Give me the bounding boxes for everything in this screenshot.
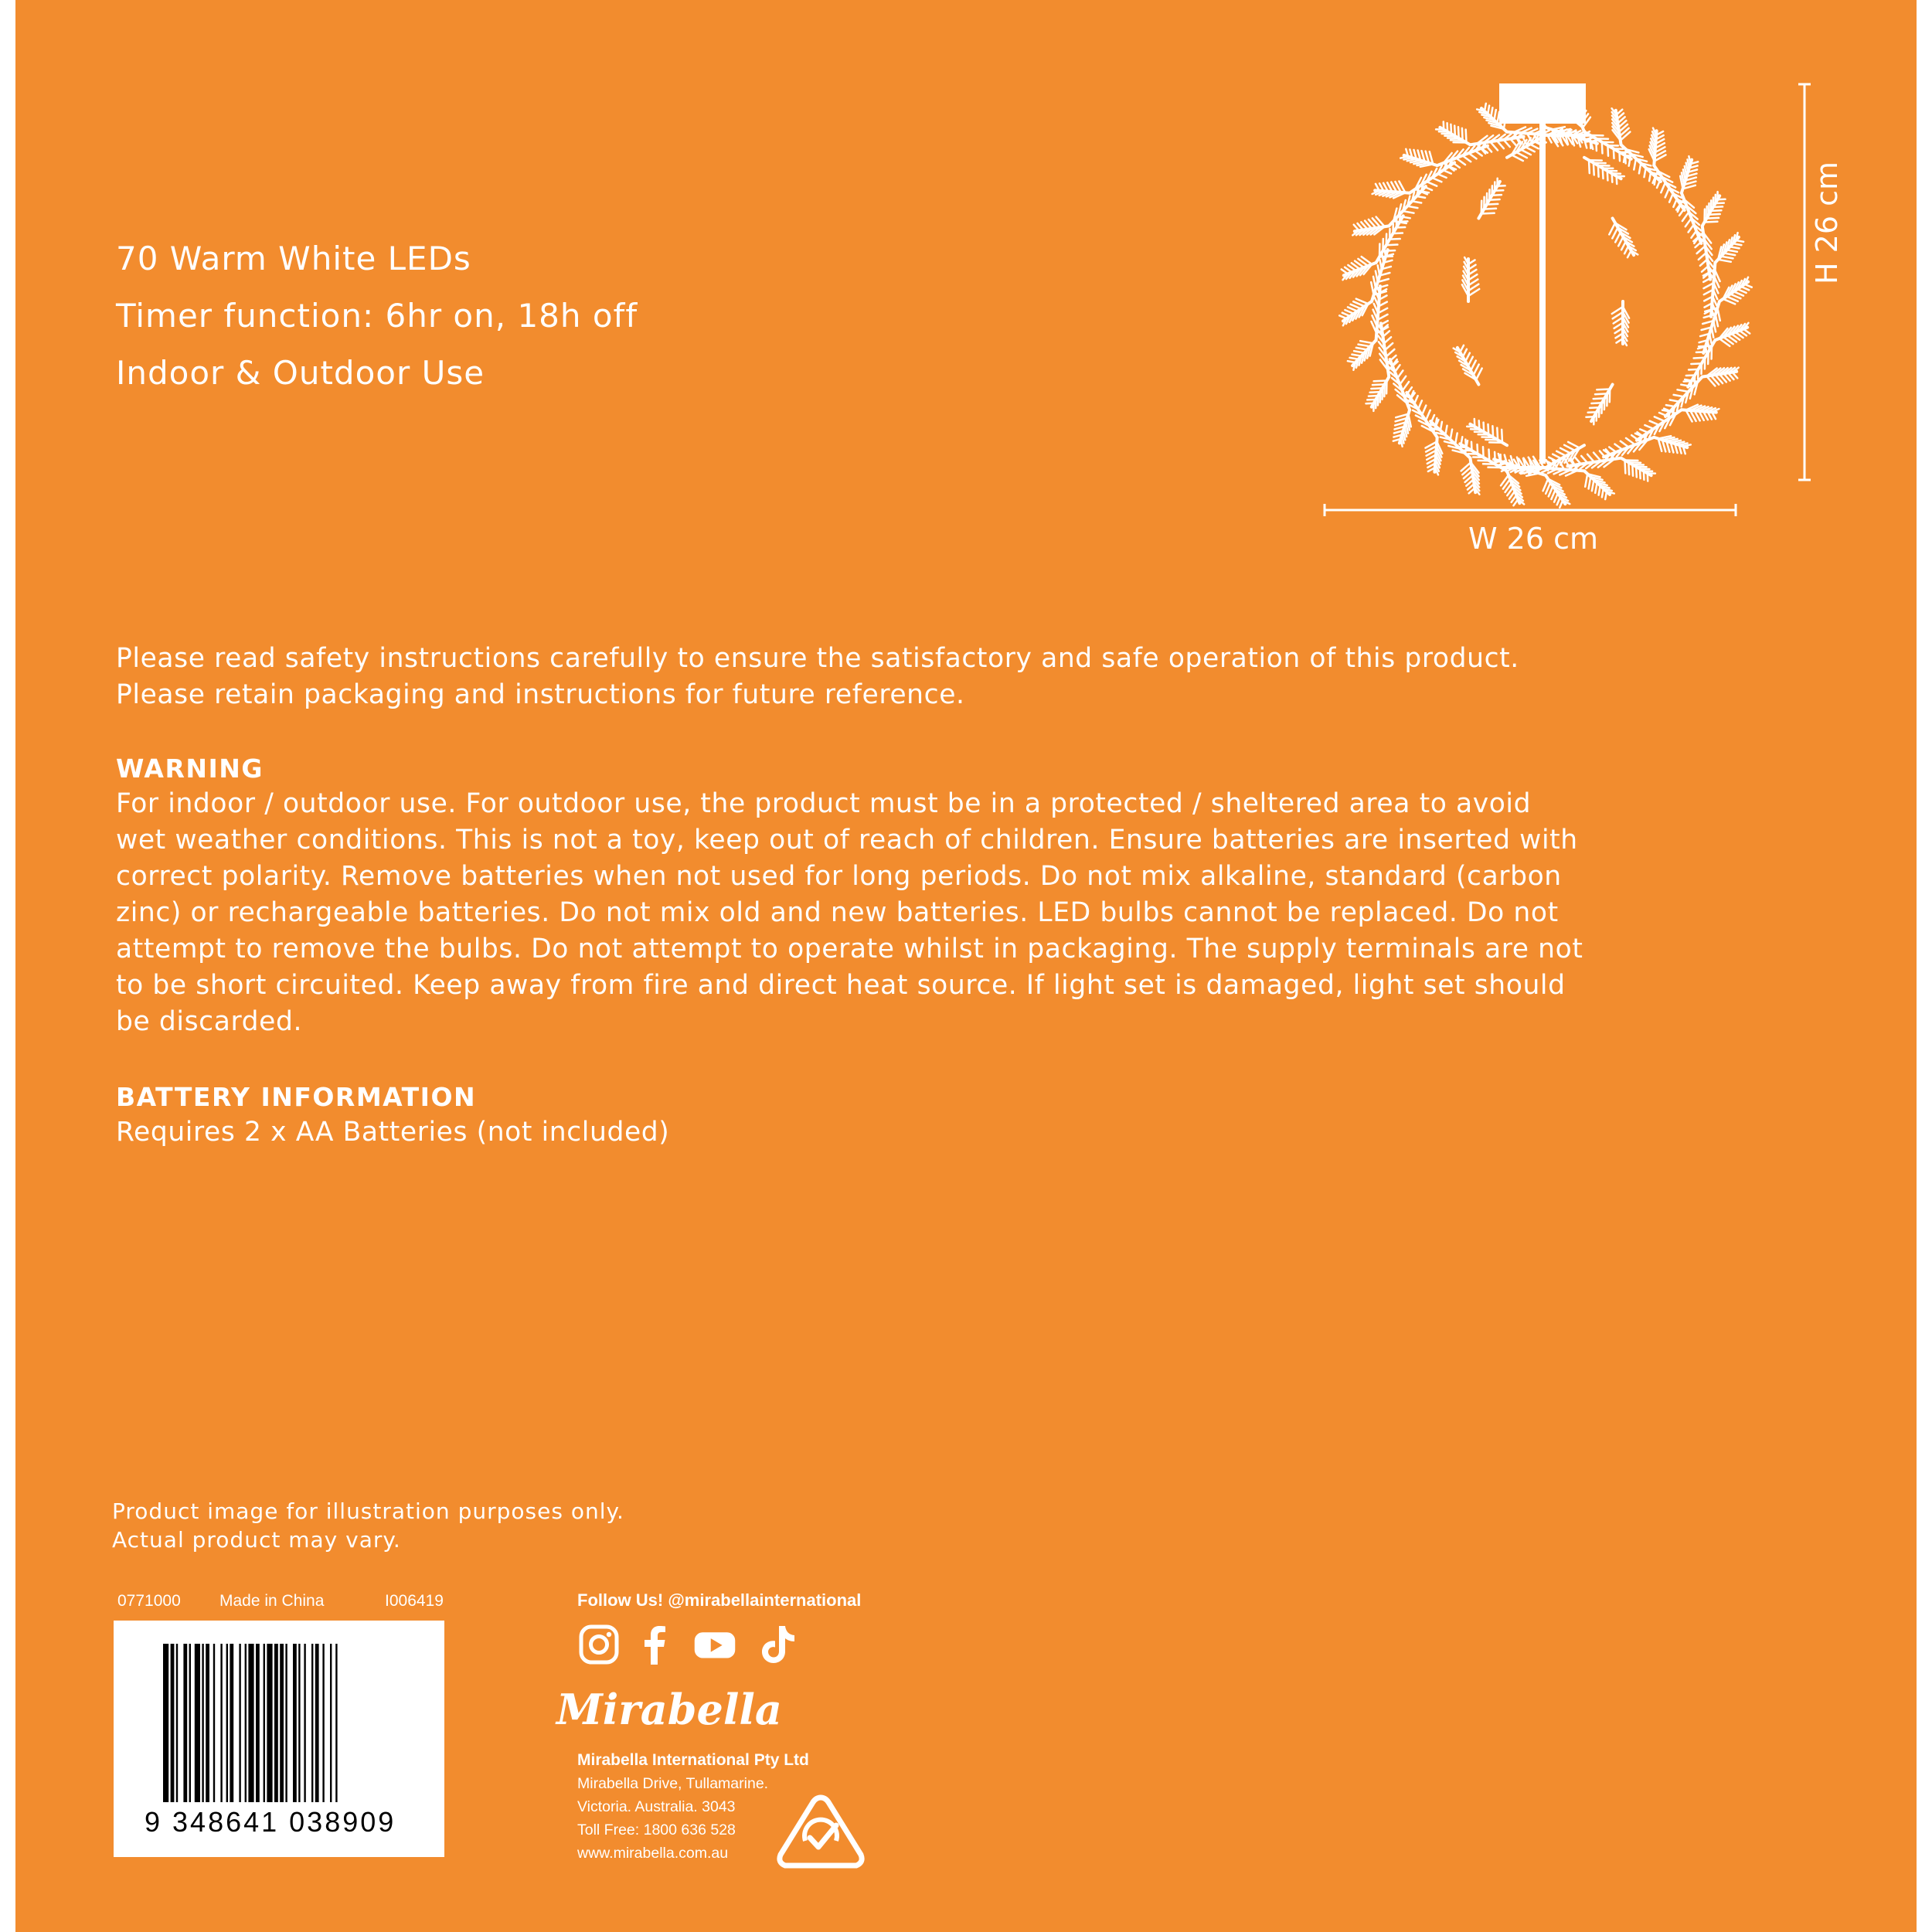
address-line-1: Mirabella Drive, Tullamarine.	[577, 1775, 769, 1792]
feature-led-count: 70 Warm White LEDs	[116, 240, 471, 277]
width-dimension-line	[1321, 501, 1739, 524]
width-label: W 26 cm	[1468, 522, 1598, 556]
facebook-icon[interactable]	[634, 1623, 677, 1666]
warning-line: be discarded.	[116, 1006, 303, 1037]
warning-text	[116, 786, 1584, 1040]
warning-line: attempt to remove the bulbs. Do not attempt to operate whilst in packaging. The supply terminals are not	[116, 934, 1583, 964]
warning-line: For indoor / outdoor use. For outdoor use, the product must be in a protected / sheltered area to avoid	[116, 788, 1532, 819]
feature-usage: Indoor & Outdoor Use	[116, 354, 485, 392]
intro-line: Please read safety instructions carefully to ensure the satisfactory and safe operation of this product.	[116, 643, 1519, 674]
address-line-2: Victoria. Australia. 3043	[577, 1798, 736, 1815]
origin-label: Made in China	[219, 1592, 325, 1610]
barcode-number: 9 348641 038909	[145, 1806, 396, 1838]
intro-line: Please retain packaging and instructions for future reference.	[116, 679, 965, 710]
batch-code: I006419	[385, 1592, 444, 1610]
company-name: Mirabella International Pty Ltd	[577, 1751, 809, 1769]
warning-line: zinc) or rechargeable batteries. Do not mix old and new batteries. LED bulbs cannot be replaced. Do not	[116, 897, 1559, 928]
feature-timer: Timer function: 6hr on, 18h off	[116, 297, 638, 335]
barcode	[114, 1621, 444, 1857]
barcode-bars	[162, 1644, 393, 1818]
tiktok-icon[interactable]	[756, 1623, 799, 1666]
disclaimer	[112, 1497, 624, 1554]
toll-free-phone: Toll Free: 1800 636 528	[577, 1821, 736, 1838]
rcm-compliance-mark-icon	[774, 1793, 867, 1870]
instagram-icon[interactable]	[577, 1623, 621, 1666]
warning-line: to be short circuited. Keep away from fire and direct heat source. If light set is damaged, light set should	[116, 970, 1566, 1001]
battery-heading: BATTERY INFORMATION	[116, 1082, 477, 1112]
product-code: 0771000	[117, 1592, 181, 1610]
wreath-illustration	[1306, 77, 1785, 556]
youtube-icon[interactable]	[693, 1623, 736, 1666]
warning-line: correct polarity. Remove batteries when not used for long periods. Do not mix alkaline, standard (carbon	[116, 861, 1562, 892]
packaging-back-panel	[15, 0, 1917, 1932]
safety-intro	[116, 641, 1584, 713]
disclaimer-line: Product image for illustration purposes only.	[112, 1498, 624, 1524]
website-link[interactable]: www.mirabella.com.au	[577, 1845, 729, 1862]
warning-heading: WARNING	[116, 753, 264, 784]
warning-line: wet weather conditions. This is not a toy, keep out of reach of children. Ensure batteries are inserted with	[116, 825, 1578, 855]
height-label: H 26 cm	[1810, 162, 1844, 284]
battery-text: Requires 2 x AA Batteries (not included)	[116, 1117, 670, 1148]
follow-us-text: Follow Us! @mirabellainternational	[577, 1590, 862, 1610]
mirabella-logo: Mirabella	[556, 1685, 782, 1734]
disclaimer-line: Actual product may vary.	[112, 1527, 401, 1553]
